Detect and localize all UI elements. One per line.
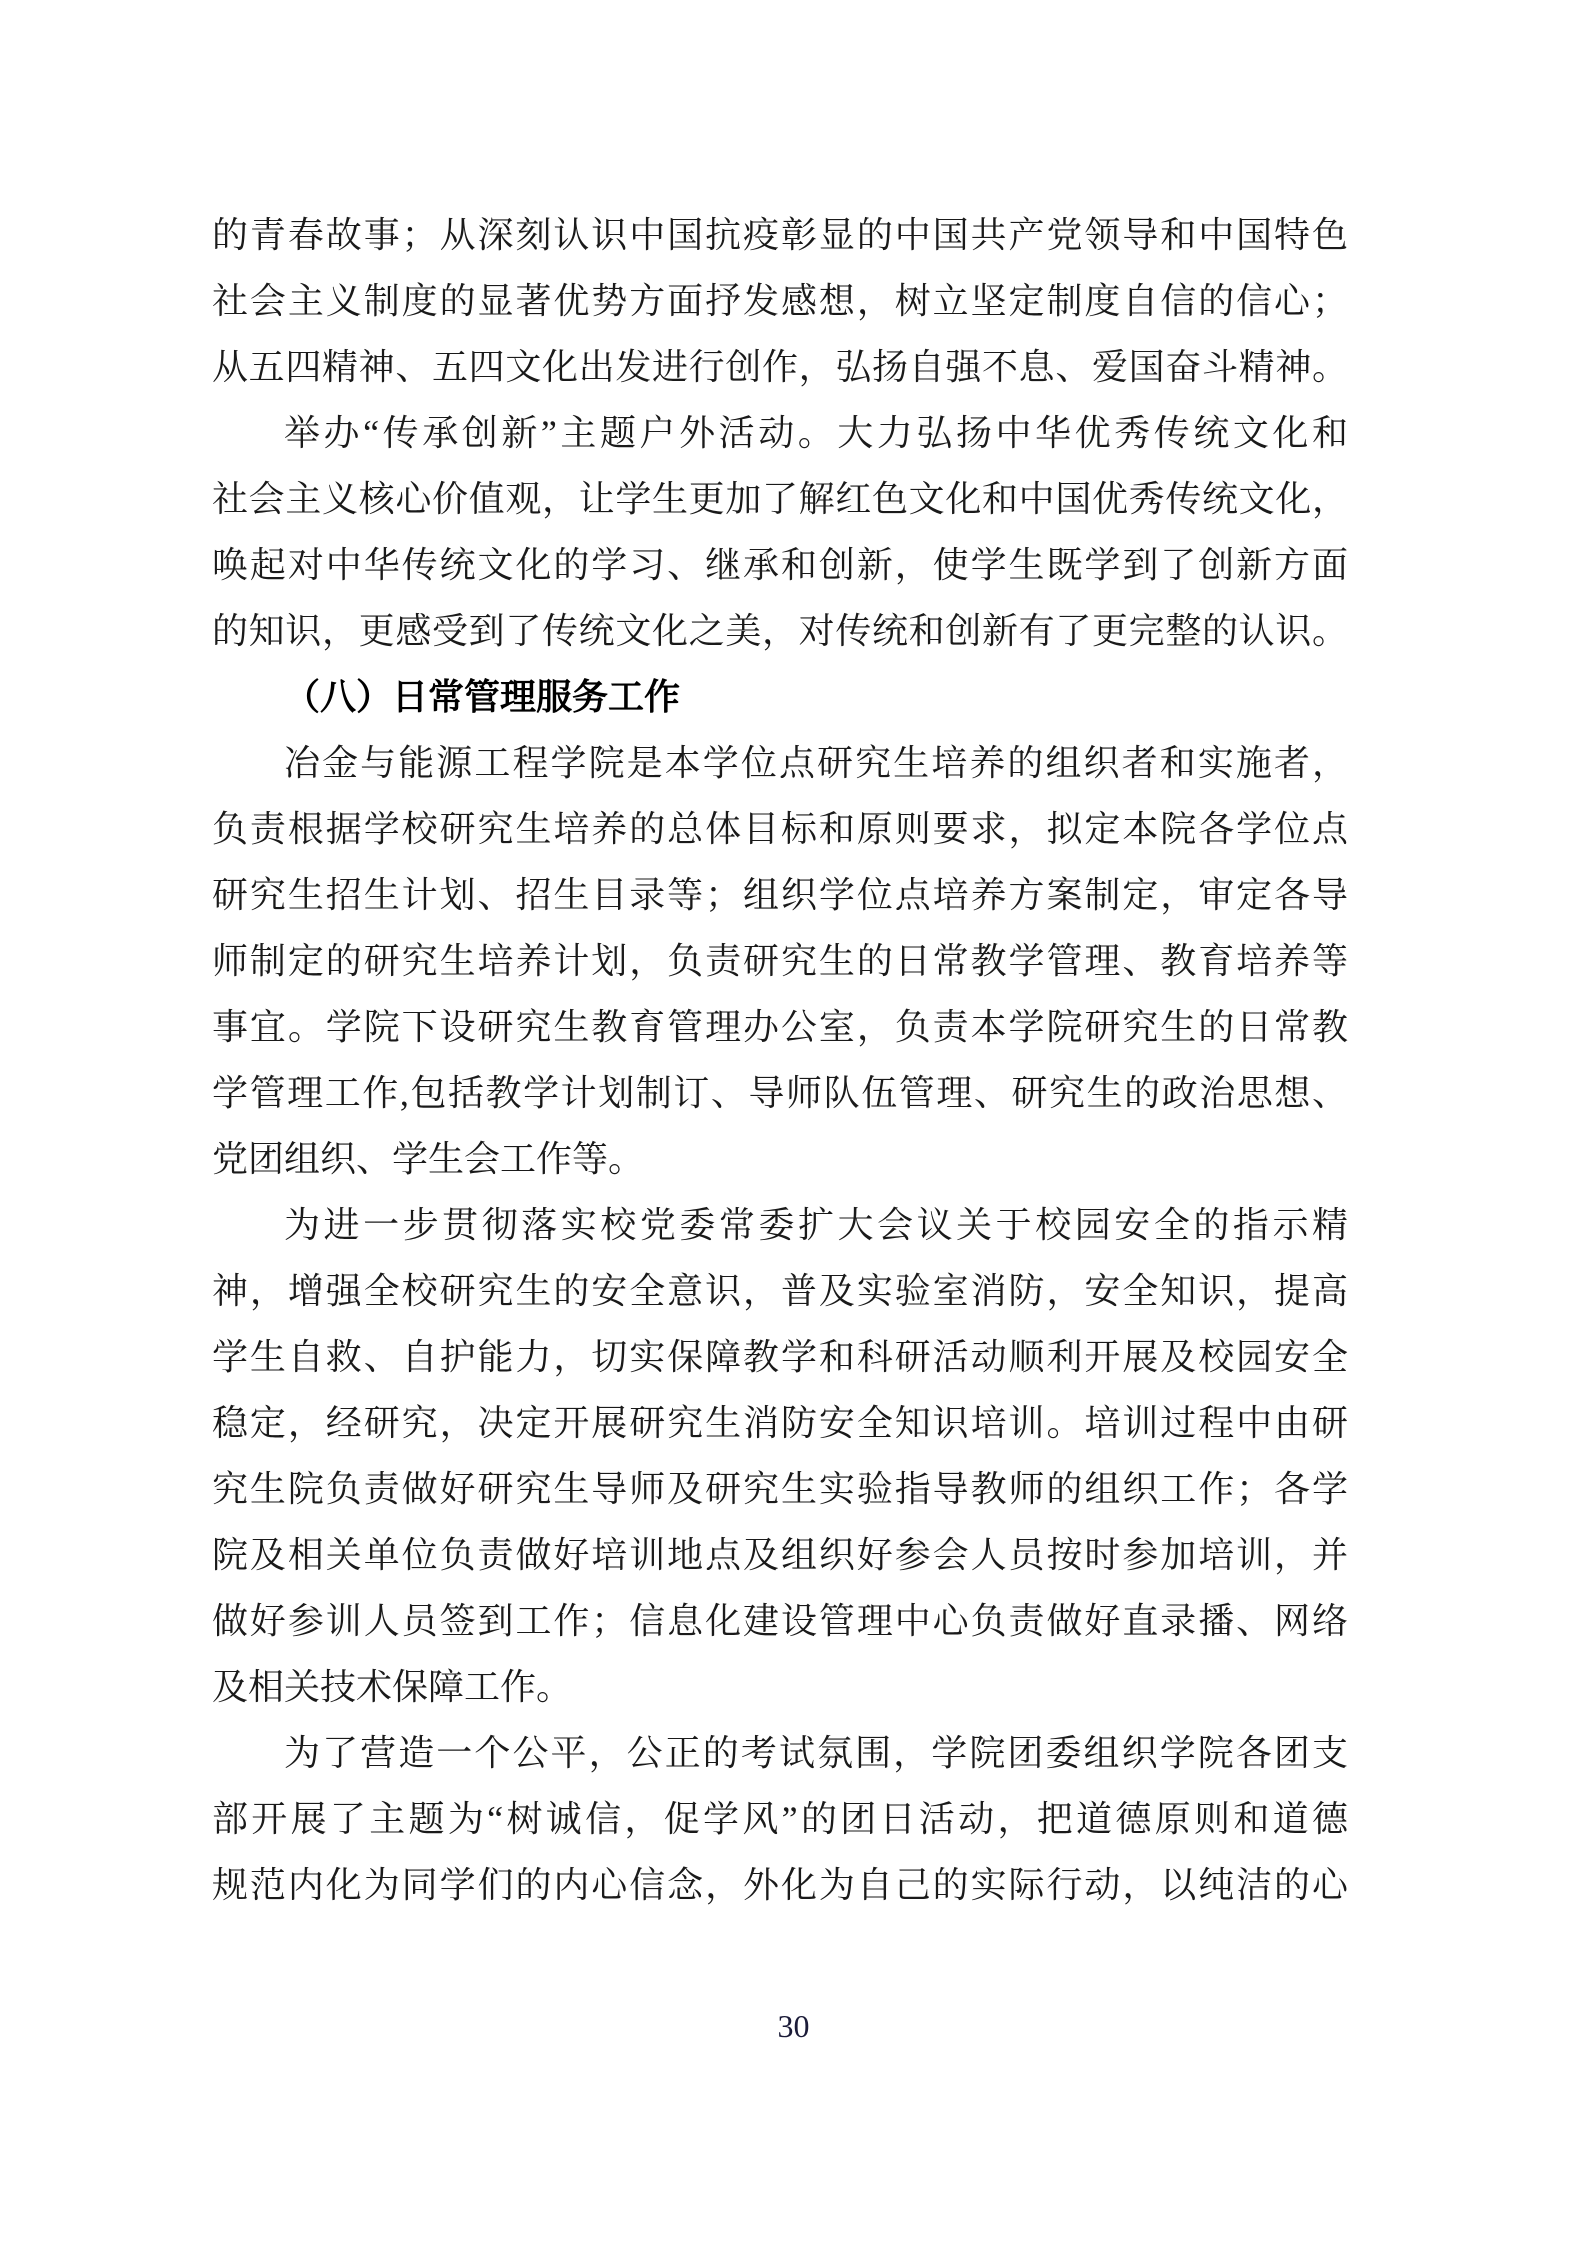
text-line: 党团组织、学生会工作等。: [212, 1139, 645, 1179]
text-line: 从五四精神、五四文化出发进行创作，弘扬自强不息、爱国奋斗精神。: [212, 347, 1348, 387]
text-line: 的青春故事；从深刻认识中国抗疫彰显的中国共产党领导和中国特色: [212, 215, 1348, 255]
text-line: 及相关技术保障工作。: [212, 1667, 573, 1707]
text-line: 学生自救、自护能力，切实保障教学和科研活动顺利开展及校园安全: [212, 1337, 1348, 1377]
text-line: 学管理工作,包括教学计划制订、导师队伍管理、研究生的政治思想、: [212, 1073, 1348, 1113]
text-line: 社会主义制度的显著优势方面抒发感想，树立坚定制度自信的信心；: [212, 281, 1348, 321]
text-line: 的知识，更感受到了传统文化之美，对传统和创新有了更完整的认识。: [212, 611, 1348, 651]
text-line: 为进一步贯彻落实校党委常委扩大会议关于校园安全的指示精: [284, 1205, 1348, 1245]
document-body: [212, 202, 1348, 1918]
text-line: 唤起对中华传统文化的学习、继承和创新，使学生既学到了创新方面: [212, 545, 1348, 585]
text-line: 研究生招生计划、招生目录等；组织学位点培养方案制定，审定各导: [212, 875, 1348, 915]
text-line: 部开展了主题为“树诚信，促学风”的团日活动，把道德原则和道德: [212, 1799, 1348, 1839]
text-line: 做好参训人员签到工作；信息化建设管理中心负责做好直录播、网络: [212, 1601, 1348, 1641]
text-line: 社会主义核心价值观，让学生更加了解红色文化和中国优秀传统文化，: [212, 479, 1348, 519]
text-line: 稳定，经研究，决定开展研究生消防安全知识培训。培训过程中由研: [212, 1403, 1348, 1443]
section-heading: （八）日常管理服务工作: [284, 677, 681, 717]
text-line: 举办“传承创新”主题户外活动。大力弘扬中华优秀传统文化和: [284, 413, 1348, 453]
text-line: 究生院负责做好研究生导师及研究生实验指导教师的组织工作；各学: [212, 1469, 1348, 1509]
text-line: 院及相关单位负责做好培训地点及组织好参会人员按时参加培训，并: [212, 1535, 1348, 1575]
text-line: 负责根据学校研究生培养的总体目标和原则要求，拟定本院各学位点: [212, 809, 1348, 849]
text-line: 师制定的研究生培养计划，负责研究生的日常教学管理、教育培养等: [212, 941, 1348, 981]
text-line: 为了营造一个公平，公正的考试氛围，学院团委组织学院各团支: [284, 1733, 1348, 1773]
text-line: 规范内化为同学们的内心信念，外化为自己的实际行动，以纯洁的心: [212, 1865, 1348, 1905]
page-number: 30: [777, 2008, 810, 2044]
text-line: 事宜。学院下设研究生教育管理办公室，负责本学院研究生的日常教: [212, 1007, 1348, 1047]
text-line: 神，增强全校研究生的安全意识，普及实验室消防，安全知识，提高: [212, 1271, 1348, 1311]
text-line: 冶金与能源工程学院是本学位点研究生培养的组织者和实施者，: [284, 743, 1348, 783]
